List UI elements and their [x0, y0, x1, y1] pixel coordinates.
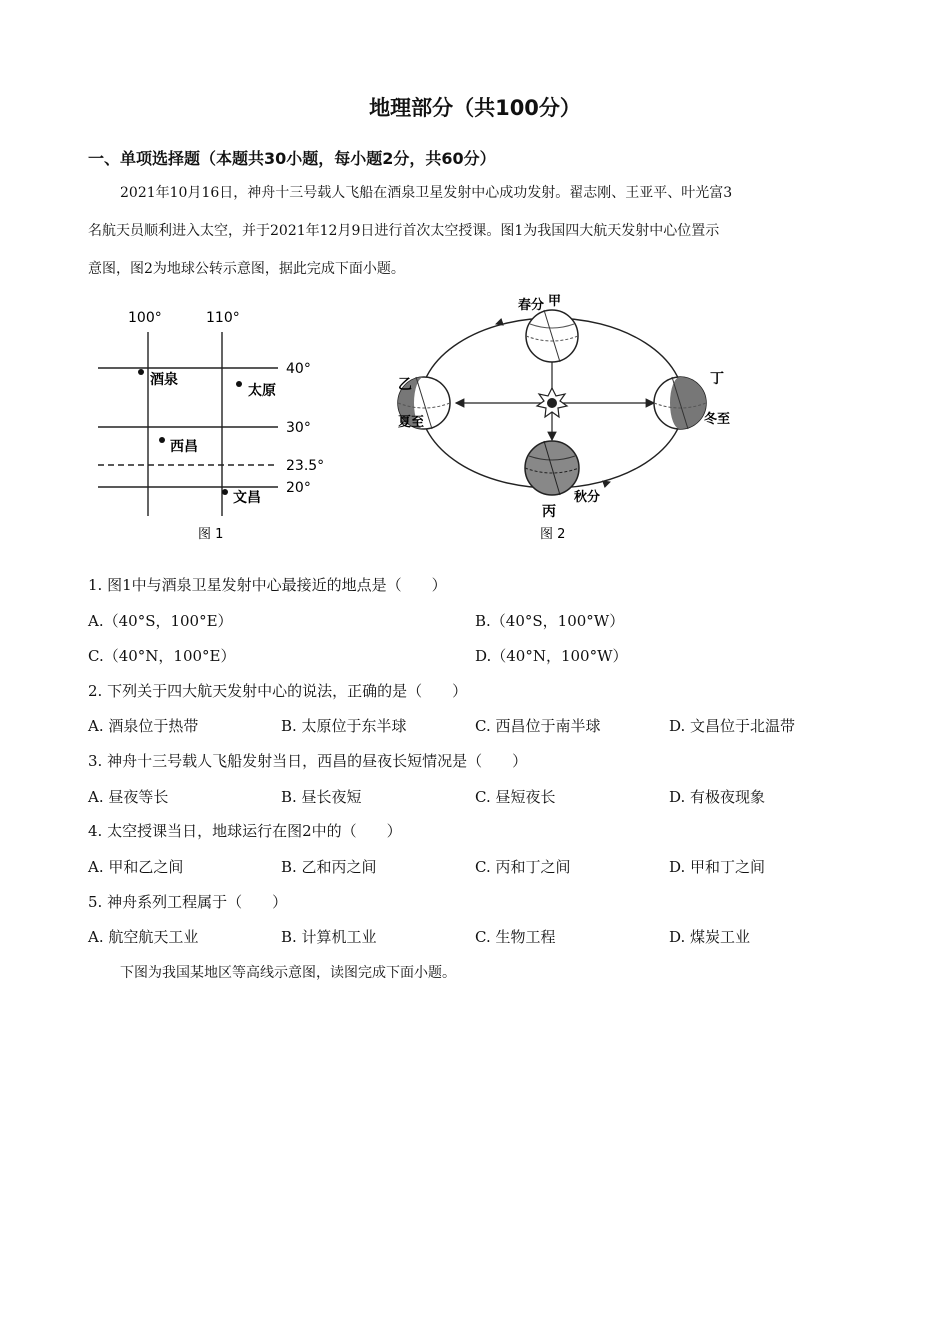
figure-caption: 图 2 [540, 527, 566, 542]
option-c: C. 丙和丁之间 [475, 858, 571, 876]
orbit-arrow [496, 322, 502, 324]
intro-line: 名航天员顺利进入太空，并于2021年12月9日进行首次太空授课。图1为我国四大航天发射中心位置示 [88, 223, 720, 239]
figure-2-orbit [392, 288, 742, 548]
page-title: 地理部分（共100分） [369, 96, 581, 120]
option-a: A. 航空航天工业 [88, 928, 199, 946]
earth-bing [525, 441, 579, 495]
option-b: B. 昼长夜短 [281, 788, 362, 806]
option-a: A. 酒泉位于热带 [88, 717, 199, 735]
label-xiazhi: 夏至 [398, 415, 425, 430]
option-c: C.（40°N，100°E） [88, 647, 236, 665]
option-d: D. 有极夜现象 [669, 788, 766, 806]
place-label: 酒泉 [150, 372, 178, 388]
option-b: B. 太原位于东半球 [281, 717, 407, 735]
option-b: B.（40°S，100°W） [475, 612, 625, 630]
section-heading: 一、单项选择题（本题共30小题，每小题2分，共60分） [88, 149, 496, 168]
lon-label: 100° [128, 310, 162, 326]
option-b: B. 计算机工业 [281, 928, 377, 946]
lat-label: 23.5° [286, 458, 325, 474]
earth-jia [526, 310, 578, 362]
label-dongzhi: 冬至 [704, 412, 731, 427]
label-bing: 丙 [542, 504, 556, 520]
option-c: C. 西昌位于南半球 [475, 717, 601, 735]
taiyuan-dot [236, 381, 242, 387]
label-jia: 甲 [548, 294, 562, 309]
xichang-dot [159, 437, 165, 443]
label-ding: 丁 [710, 371, 724, 387]
question-stem: 3. 神舟十三号载人飞船发射当日，西昌的昼夜长短情况是（ ） [88, 752, 528, 770]
option-a: A. 甲和乙之间 [88, 858, 184, 876]
label-yi: 乙 [398, 377, 412, 393]
option-d: D. 文昌位于北温带 [669, 717, 796, 735]
place-label: 太原 [248, 383, 276, 399]
intro-line: 意图，图2为地球公转示意图，据此完成下面小题。 [88, 261, 405, 277]
lon-label: 110° [206, 310, 240, 326]
question-stem: 2. 下列关于四大航天发射中心的说法，正确的是（ ） [88, 682, 468, 700]
place-label: 西昌 [170, 439, 198, 455]
outro-text: 下图为我国某地区等高线示意图，读图完成下面小题。 [120, 965, 456, 981]
lat-label: 30° [286, 420, 311, 436]
earth-ding [654, 377, 706, 429]
figure-1-map [92, 302, 332, 547]
question-stem: 1. 图1中与酒泉卫星发射中心最接近的地点是（ ） [88, 576, 447, 594]
option-d: D. 煤炭工业 [669, 928, 751, 946]
sun-icon [537, 388, 567, 417]
option-d: D. 甲和丁之间 [669, 858, 766, 876]
question-stem: 4. 太空授课当日，地球运行在图2中的（ ） [88, 822, 402, 840]
orbit-arrow [604, 482, 610, 484]
option-d: D.（40°N，100°W） [475, 647, 628, 665]
lat-label: 20° [286, 480, 311, 496]
question-stem: 5. 神舟系列工程属于（ ） [88, 893, 288, 911]
place-label: 文昌 [233, 490, 261, 506]
option-c: C. 昼短夜长 [475, 788, 556, 806]
intro-paragraph [88, 174, 860, 288]
label-qiufen: 秋分 [574, 490, 601, 505]
intro-line: 2021年10月16日，神舟十三号载人飞船在酒泉卫星发射中心成功发射。翟志刚、王亚平、叶光富3 [120, 185, 733, 201]
label-chunfen: 春分 [518, 298, 545, 313]
wenchang-dot [222, 489, 228, 495]
jiuquan-dot [138, 369, 144, 375]
option-b: B. 乙和丙之间 [281, 858, 377, 876]
option-c: C. 生物工程 [475, 928, 556, 946]
figure-caption: 图 1 [198, 527, 224, 542]
lat-label: 40° [286, 361, 311, 377]
option-a: A. 昼夜等长 [88, 788, 169, 806]
option-a: A.（40°S，100°E） [88, 612, 233, 630]
